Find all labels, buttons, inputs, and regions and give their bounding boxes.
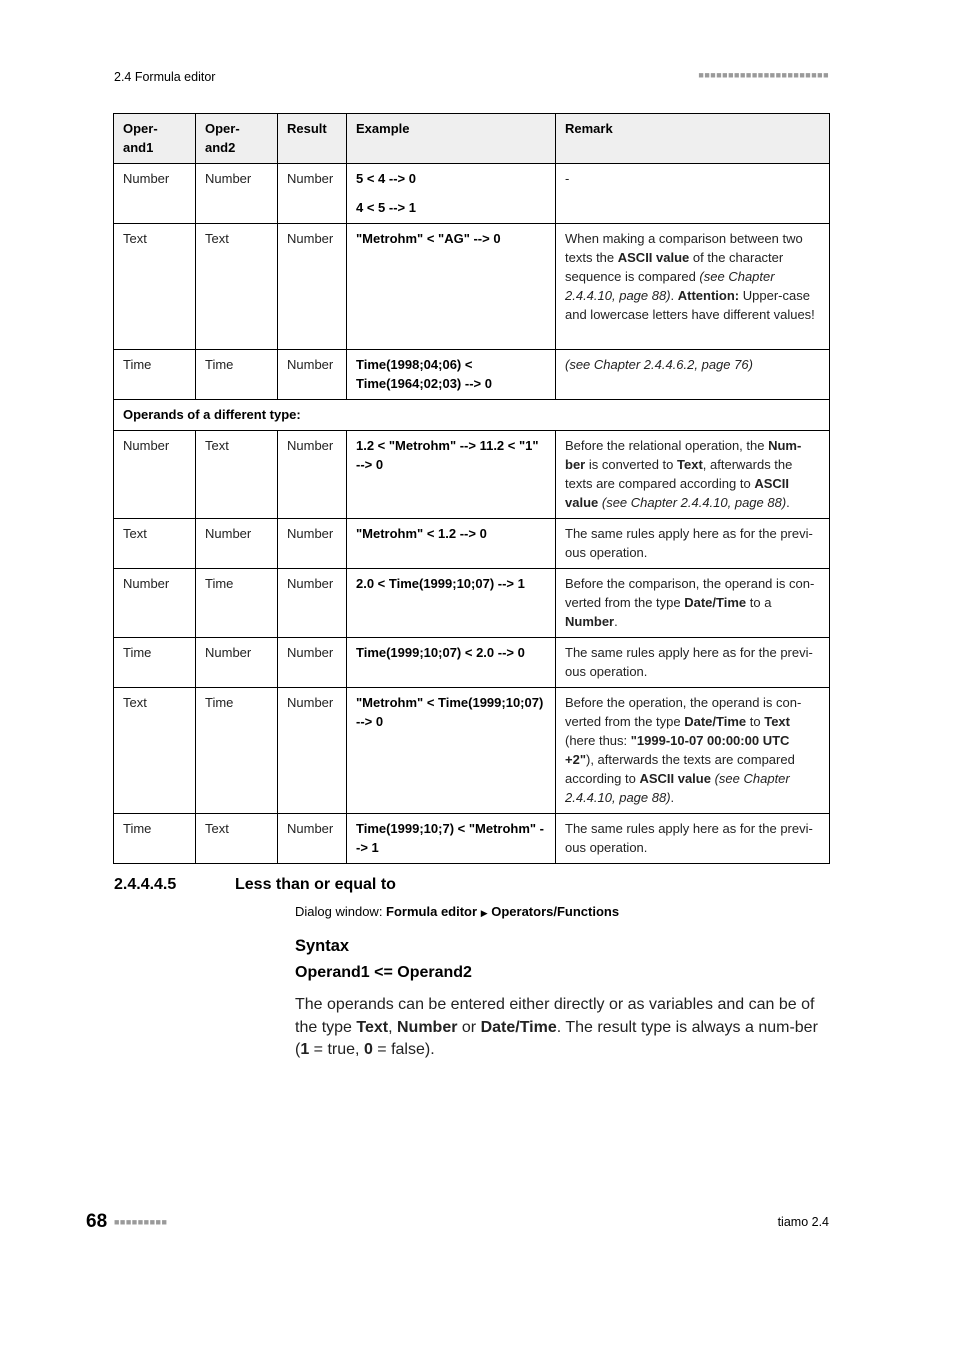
cell-op1: Text (114, 688, 196, 814)
header-example: Example (347, 114, 556, 164)
cell-example (347, 164, 556, 224)
cell-example: "Metrohm" < 1.2 --> 0 (347, 519, 556, 569)
header-dots: ■■■■■■■■■■■■■■■■■■■■■■ (698, 70, 829, 80)
cell-op1: Number (114, 164, 196, 224)
cell-example: 2.0 < Time(1999;10;07) --> 1 (347, 569, 556, 638)
syntax-formula: Operand1 <= Operand2 (295, 964, 472, 981)
cell-result: Number (278, 638, 347, 688)
cell-op1: Number (114, 569, 196, 638)
cell-op2: Text (196, 224, 278, 350)
cell-remark: - (556, 164, 830, 224)
table-row (114, 350, 830, 400)
table-row (114, 431, 830, 519)
operator-table (113, 113, 830, 864)
syntax-heading: Syntax (295, 937, 350, 955)
dialog-path-operators: Operators/Functions (491, 904, 620, 919)
cell-op2: Time (196, 350, 278, 400)
cell-op2: Text (196, 814, 278, 864)
cell-op2: Number (196, 519, 278, 569)
page-number: 68 (86, 1211, 108, 1232)
cell-remark: (see Chapter 2.4.4.6.2, page 76) (556, 350, 830, 400)
cell-example: Time(1998;04;06) < Time(1964;02;03) --> 0 (347, 350, 556, 400)
table-row (114, 164, 830, 224)
body-paragraph: The operands can be entered either directly or as variables and can be of the type Text, Number or Date/Time. The result type is always a num-ber (1 = true, 0 = false). (295, 996, 818, 1058)
arrow-right-icon: ▶ (480, 908, 488, 918)
header-operand1: Oper- and1 (114, 114, 196, 164)
table-row (114, 638, 830, 688)
cell-example: Time(1999;10;7) < "Metrohm" --> 1 (347, 814, 556, 864)
table-row (114, 688, 830, 814)
cell-op1: Text (114, 224, 196, 350)
cell-op1: Time (114, 638, 196, 688)
table-row (114, 519, 830, 569)
section-heading (114, 876, 396, 894)
cell-remark: When making a comparison between two texts the ASCII value of the character sequence is compared (see Chapter 2.4.4.10, page 88). Attention: Upper-case and lowercase letters have different values! (556, 224, 830, 350)
header-operand2: Oper- and2 (196, 114, 278, 164)
cell-result: Number (278, 350, 347, 400)
table-header-row (114, 114, 830, 164)
cell-remark: The same rules apply here as for the previ-ous operation. (556, 519, 830, 569)
dialog-path (295, 904, 619, 919)
cell-example: 1.2 < "Metrohm" --> 11.2 < "1" --> 0 (347, 431, 556, 519)
cell-example: "Metrohm" < "AG" --> 0 (347, 224, 556, 350)
product-name: tiamo 2.4 (777, 1215, 829, 1229)
cell-op1: Time (114, 814, 196, 864)
table-row (114, 569, 830, 638)
header-result: Result (278, 114, 347, 164)
example-line: 5 < 4 --> 0 (356, 171, 416, 186)
cell-op2: Time (196, 688, 278, 814)
cell-example: "Metrohm" < Time(1999;10;07) --> 0 (347, 688, 556, 814)
dialog-prefix: Dialog window: (295, 904, 387, 919)
cell-remark: Before the comparison, the operand is con-verted from the type Date/Time to a Number. (556, 569, 830, 638)
cell-result: Number (278, 688, 347, 814)
running-head: 2.4 Formula editor (114, 70, 216, 84)
table-span-row (114, 400, 830, 431)
dialog-path-formula-editor: Formula editor (386, 904, 478, 919)
header-remark: Remark (556, 114, 830, 164)
footer-dots: ■■■■■■■■■ (114, 1217, 168, 1227)
cell-result: Number (278, 569, 347, 638)
section-title: Less than or equal to (235, 876, 396, 893)
cell-remark: Before the operation, the operand is con-verted from the type Date/Time to Text (here thus: "1999-10-07 00:00:00 UTC +2"), afterwards the texts are compared according to ASCII value (see Chapter 2.4.4.10, page 88). (556, 688, 830, 814)
section-number: 2.4.4.4.5 (114, 876, 177, 893)
cell-op2: Text (196, 431, 278, 519)
cell-op1: Text (114, 519, 196, 569)
cell-result: Number (278, 814, 347, 864)
span-row-label: Operands of a different type: (114, 400, 830, 431)
cell-op2: Time (196, 569, 278, 638)
cell-example: Time(1999;10;07) < 2.0 --> 0 (347, 638, 556, 688)
cell-op2: Number (196, 638, 278, 688)
example-line: 4 < 5 --> 1 (356, 200, 416, 215)
cell-remark: The same rules apply here as for the previ-ous operation. (556, 638, 830, 688)
cell-result: Number (278, 519, 347, 569)
cell-result: Number (278, 164, 347, 224)
cell-remark: The same rules apply here as for the previ-ous operation. (556, 814, 830, 864)
cell-op2: Number (196, 164, 278, 224)
cell-remark: Before the relational operation, the Num-ber is converted to Text, afterwards the texts are compared according to ASCII value (see Chapter 2.4.4.10, page 88). (556, 431, 830, 519)
cell-op1: Time (114, 350, 196, 400)
cell-op1: Number (114, 431, 196, 519)
table-row (114, 224, 830, 350)
cell-result: Number (278, 224, 347, 350)
cell-result: Number (278, 431, 347, 519)
table-row (114, 814, 830, 864)
